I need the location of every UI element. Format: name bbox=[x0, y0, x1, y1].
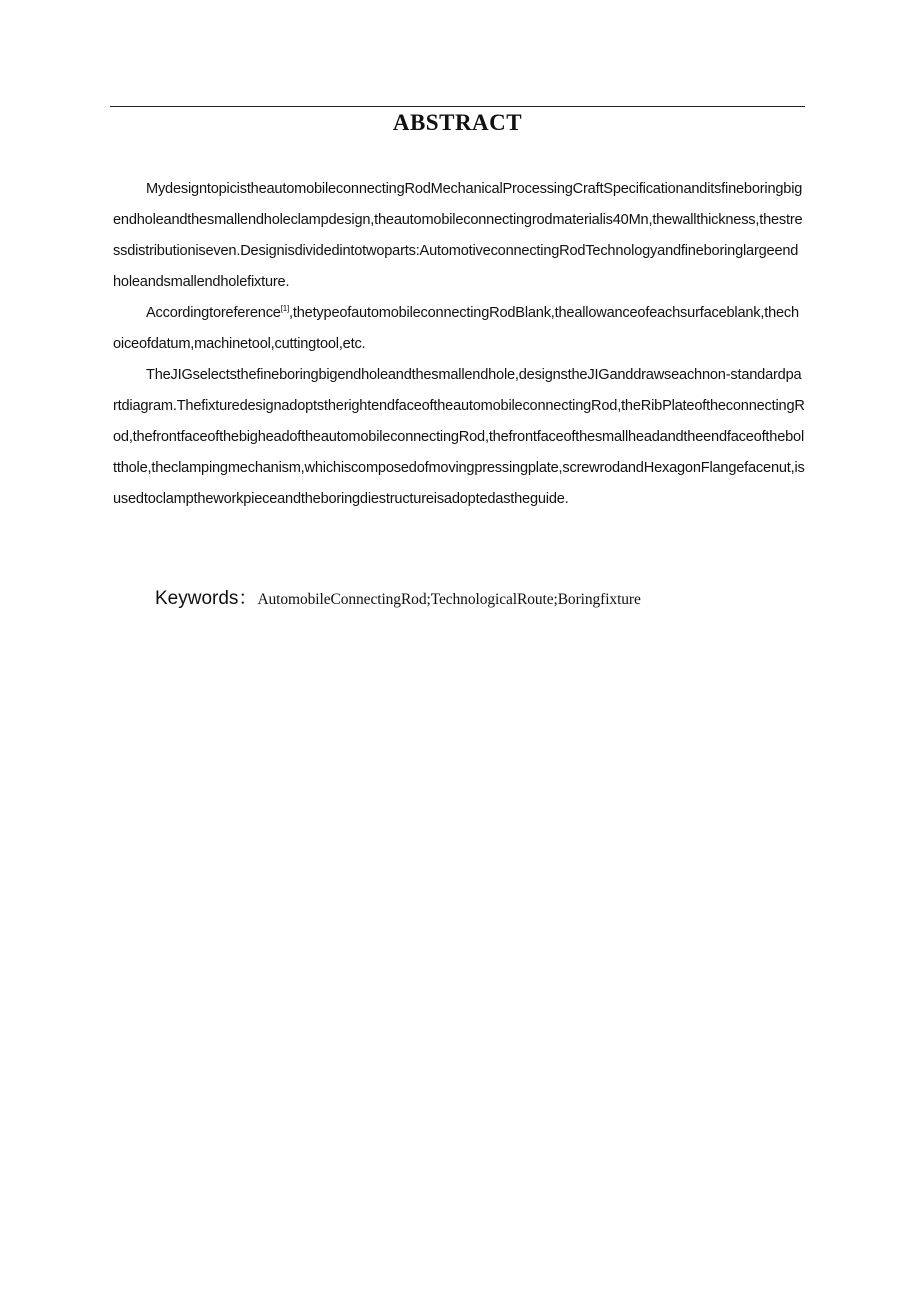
paragraph-2-text-after: ,thetypeofautomobileconnectingRodBlank,theallowanceofeachsurfaceblank,thechoiceofdatum,machinetool,cuttingtool,etc. bbox=[113, 305, 799, 352]
keywords-line bbox=[155, 584, 805, 615]
keywords-label: Keywords： bbox=[155, 588, 258, 609]
abstract-body bbox=[113, 174, 805, 515]
abstract-paragraph-1: MydesigntopicistheautomobileconnectingRodMechanicalProcessingCraftSpecificationanditsfineboringbigendholeandthesmallendholeclampdesign,theautomobileconnectingrodmaterialis40Mn,thewallthickness,thestressdistributioniseven.Designisdividedintotwoparts:AutomotiveconnectingRodTechnologyandfineboringlargeendholeandsmallendholefixture. bbox=[113, 181, 803, 290]
keywords-text: AutomobileConnectingRod;TechnologicalRoute;Boringfixture bbox=[257, 591, 641, 608]
abstract-paragraph-2 bbox=[113, 298, 805, 360]
page-title: ABSTRACT bbox=[392, 110, 523, 135]
header-rule bbox=[110, 106, 805, 107]
citation-reference: [1] bbox=[280, 304, 290, 314]
abstract-paragraph-3: TheJIGselectsthefineboringbigendholeandthesmallendhole,designstheJIGanddrawseachnon-standardpartdiagram.ThefixturedesignadoptstherightendfaceoftheautomobileconnectingRod,theRibPlateoftheconnectingRod,thefrontfaceofthebigheadoftheautomobileconnectingRod,thefrontfaceofthesmallheadandtheendfaceoftheboltthole,theclampingmechanism,whichiscomposedofmovingpressingplate,screwrodandHexagonFlangefacenut,isusedtoclamptheworkpieceandtheboringdiestructureisadoptedastheguide. bbox=[113, 367, 805, 507]
paragraph-2-text-before: Accordingtoreference bbox=[146, 305, 281, 321]
